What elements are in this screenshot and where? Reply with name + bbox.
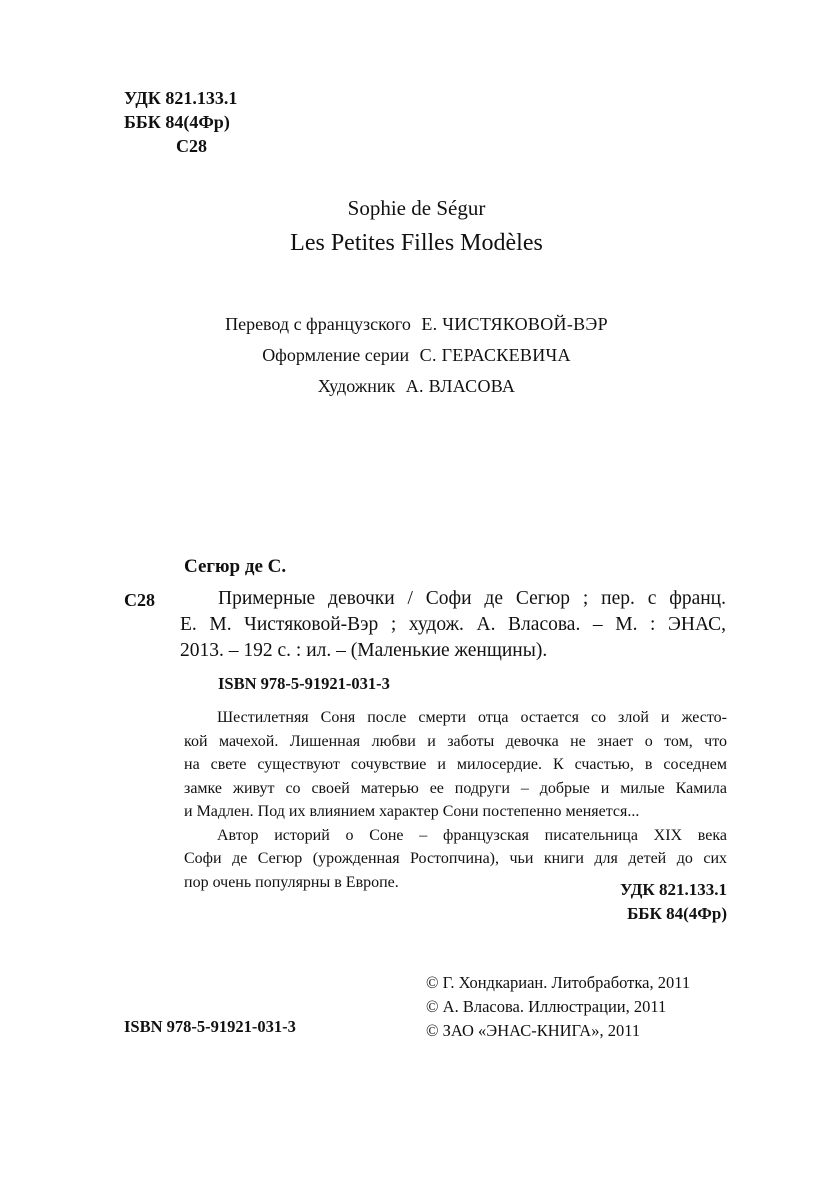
annotation-line: замке живут со своей матерью ее подруги – добрые и милые Камила	[184, 779, 727, 797]
annotation	[184, 706, 727, 894]
credit-role: Художник	[317, 376, 396, 396]
bibliographic-description	[180, 586, 726, 664]
annotation-line: и Мадлен. Под их влиянием характер Сони постепенно меняется...	[184, 803, 640, 820]
copyright-block	[426, 971, 690, 1043]
classification-codes-top	[124, 86, 237, 158]
annotation-line: пор очень популярны в Европе.	[184, 873, 399, 891]
author-sign: С28	[176, 136, 207, 156]
bbk-code: ББК 84(4Фр)	[627, 904, 727, 923]
description-line: Е. М. Чистяковой-Вэр ; худож. А. Власова. – М. : ЭНАС,	[180, 614, 726, 635]
copyright-line: © ЗАО «ЭНАС-КНИГА», 2011	[426, 1021, 641, 1040]
bbk-code: ББК 84(4Фр)	[124, 112, 230, 132]
credit-series-design	[0, 340, 833, 371]
annotation-line: на свете существуют сочувствие и милосердие. К счастью, в соседнем	[184, 756, 727, 773]
bibliographic-author-sign: С28	[124, 590, 155, 610]
credits	[0, 309, 833, 402]
annotation-line: кой мачехой. Лишенная любви и заботы девочка не знает о том, что	[184, 732, 727, 750]
credit-translator	[0, 309, 833, 340]
copyright-line: © Г. Хондкариан. Литобработка, 2011	[426, 973, 691, 992]
annotation-line: Автор историй о Соне – французская писательница XIX века	[217, 826, 727, 844]
credit-role: Перевод с французского	[225, 314, 411, 334]
copyright-line: © А. Власова. Иллюстрации, 2011	[426, 997, 667, 1016]
original-author: Sophie de Ségur	[347, 196, 486, 220]
description-line: 2013. – 192 с. : ил. – (Маленькие женщины).	[180, 640, 548, 661]
isbn: ISBN 978-5-91921-031-3	[218, 674, 390, 693]
udk-code: УДК 821.133.1	[124, 88, 238, 108]
credit-illustrator	[0, 371, 833, 402]
isbn-bottom: ISBN 978-5-91921-031-3	[124, 1017, 296, 1036]
credit-name: С. ГЕРАСКЕВИЧА	[419, 345, 571, 365]
credit-name: А. ВЛАСОВА	[405, 376, 516, 396]
credit-role: Оформление серии	[262, 345, 410, 365]
bibliographic-author-heading: Сегюр де С.	[184, 556, 287, 577]
udk-code: УДК 821.133.1	[619, 880, 727, 899]
credit-name: Е. ЧИСТЯКОВОЙ-ВЭР	[421, 314, 608, 334]
description-line: Примерные девочки / Софи де Сегюр ; пер. с франц.	[218, 588, 726, 609]
annotation-line: Софи де Сегюр (урожденная Ростопчина), чьи книги для детей до сих	[184, 850, 727, 867]
original-title: Les Petites Filles Modèles	[290, 230, 543, 256]
annotation-line: Шестилетняя Соня после смерти отца остается со злой и жесто-	[217, 709, 727, 726]
classification-codes-bottom	[620, 878, 727, 926]
